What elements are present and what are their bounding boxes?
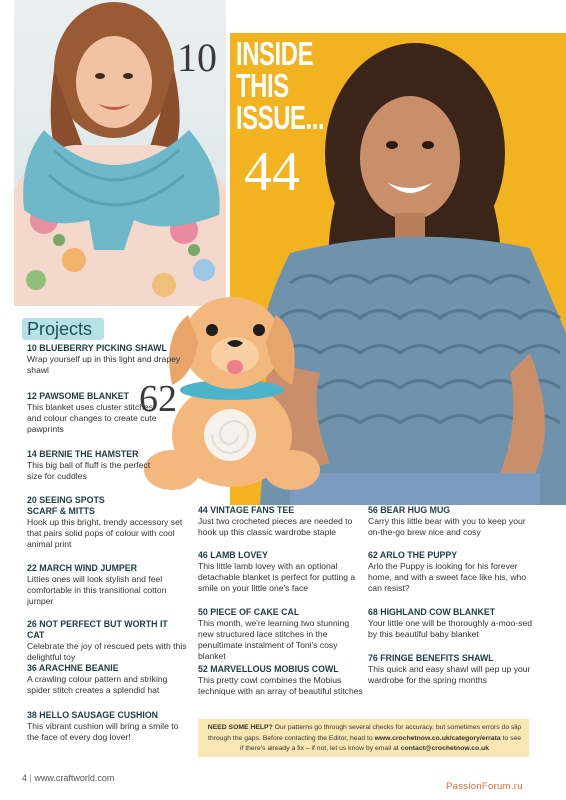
item-title: 14 BERNIE THE HAMSTER <box>27 449 139 459</box>
item-desc: A crawling colour pattern and striking spider stitch creates a splendid hat <box>27 674 168 695</box>
item-desc: This big ball of fluff is the perfect size for cuddles <box>27 460 151 481</box>
item-title: 36 ARACHNE BEANIE <box>27 663 119 673</box>
list-item <box>27 495 192 550</box>
item-title: 56 BEAR HUG MUG <box>368 505 451 515</box>
item-desc: This blanket uses cluster stitches and colour changes to create cute pawprints <box>27 402 157 434</box>
item-desc: Celebrate the joy of rescued pets with this delightful toy <box>27 641 187 662</box>
list-item <box>368 607 543 640</box>
watermark: PassionForum.ru <box>446 781 523 792</box>
item-title: 46 LAMB LOVEY <box>198 550 268 560</box>
item-desc: This pretty cowl combines the Mobius technique with an array of beautiful stitches <box>198 675 363 696</box>
item-desc: Arlo the Puppy is looking for his forever home, and with a sweet face like his, who can resist? <box>368 561 527 593</box>
list-item <box>27 619 187 663</box>
list-item <box>27 391 167 435</box>
list-item <box>27 710 182 743</box>
item-title: 44 VINTAGE FANS TEE <box>198 505 295 515</box>
item-title: 22 MARCH WIND JUMPER <box>27 563 137 573</box>
item-title: 50 PIECE OF CAKE CAL <box>198 607 300 617</box>
item-desc: Your little one will be thoroughly a-moo-sed by this beautiful baby blanket <box>368 618 533 639</box>
list-item <box>368 505 538 538</box>
item-title: 76 FRINGE BENEFITS SHAWL <box>368 653 494 663</box>
item-desc: Carry this little bear with you to keep your on-the-go brew nice and cosy <box>368 516 526 537</box>
list-item <box>27 449 152 482</box>
issue-heading: INSIDE THIS ISSUE... <box>236 35 325 136</box>
item-title: 10 BLUEBERRY PICKING SHAWL <box>27 343 167 353</box>
feature-number-44: 44 <box>244 141 300 203</box>
item-title: 52 MARVELLOUS MOBIUS COWL <box>198 664 339 674</box>
help-text: NEED SOME HELP? Our patterns go through several checks for accuracy, but sometimes errors do slip through the gaps. Before contacting the Editor, head to www.crochetnow.co.uk/category/errata to see if there's already a fix – if not, let us know by email at contact@crochetnow.co.uk <box>207 724 522 752</box>
list-item <box>368 653 538 686</box>
section-tag-projects <box>22 318 104 340</box>
feature-number-10: 10 <box>177 35 217 80</box>
section-tag-label: Projects <box>27 319 93 339</box>
item-title: 20 SEEING SPOTS SCARF & MITTS <box>27 495 105 516</box>
item-desc: Wrap yourself up in this light and drapey shawl <box>27 354 181 375</box>
item-desc: Hook up this bright, trendy accessory set that pairs solid pops of colour with cool animal print <box>27 517 183 549</box>
list-item <box>368 550 538 594</box>
item-title: 62 ARLO THE PUPPY <box>368 550 458 560</box>
item-desc: This quick and easy shawl will pep up your wardrobe for the spring months <box>368 664 531 685</box>
list-item <box>198 607 363 662</box>
item-title: 26 NOT PERFECT BUT WORTH IT CAT <box>27 619 168 640</box>
list-item <box>27 343 187 376</box>
page-number: 4 <box>22 773 28 783</box>
item-title: 12 PAWSOME BLANKET <box>27 391 130 401</box>
list-item <box>198 664 363 697</box>
item-desc: This vibrant cushion will bring a smile to the face of every dog lover! <box>27 721 179 742</box>
errata-link[interactable]: www.crochetnow.co.uk/category/errata <box>374 734 501 742</box>
list-item <box>198 550 363 594</box>
feature-number-62: 62 <box>139 378 177 420</box>
footer-separator: | <box>29 773 32 783</box>
item-desc: Just two crocheted pieces are needed to hook up this classic wardrobe staple <box>198 516 353 537</box>
item-title: 38 HELLO SAUSAGE CUSHION <box>27 710 159 720</box>
page-footer <box>22 773 114 783</box>
list-item <box>27 663 187 696</box>
contact-email-link[interactable]: contact@crochetnow.co.uk <box>400 745 490 752</box>
footer-site: www.craftworld.com <box>34 773 115 783</box>
item-desc: This month, we're learning two stunning new structured lace stitches in the penultimate instalment of Toni's cosy blanket <box>198 618 350 661</box>
item-desc: This little lamb lovey with an optional detachable blanket is perfect for putting a smile on your little one's face <box>198 561 356 593</box>
item-title: 68 HIGHLAND COW BLANKET <box>368 607 496 617</box>
item-desc: Litties ones will look stylish and feel comfortable in this transitional cotton jumper <box>27 574 167 606</box>
list-item <box>198 505 363 538</box>
help-lead: NEED SOME HELP? <box>207 724 273 731</box>
list-item <box>27 563 187 607</box>
